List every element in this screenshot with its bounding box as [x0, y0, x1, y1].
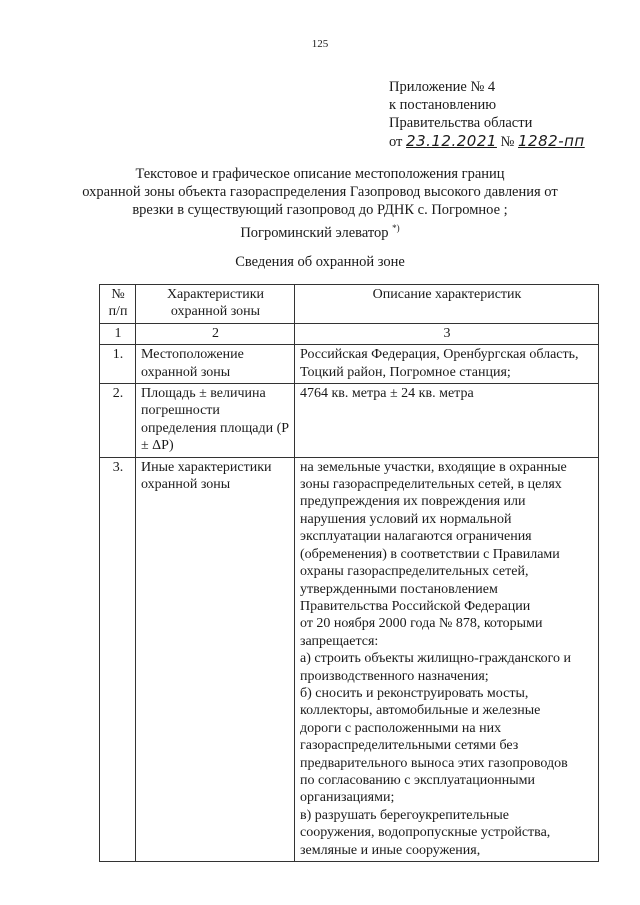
description-line: земляные и иные сооружения, [300, 842, 481, 858]
header-description: Описание характеристик [295, 285, 599, 324]
date-prefix: от [389, 134, 403, 150]
description-line: нарушения условий их нормальной [300, 511, 512, 527]
table-row [100, 457, 599, 861]
description-line: газораспределительными сетями без [300, 738, 519, 754]
section-subtitle: Сведения об охранной зоне [235, 254, 405, 270]
description-line: утвержденными постановлением [300, 581, 498, 597]
title-line-1: Текстовое и графическое описание местоположения границ [135, 166, 505, 182]
appendix-block [389, 78, 585, 151]
row-num: 3. [100, 457, 136, 861]
description-line: от 20 ноября 2000 года № 878, которыми [300, 616, 543, 632]
number-prefix: № [500, 134, 515, 150]
description-line: эксплуатации налагаются ограничения [300, 529, 532, 545]
document-title [60, 165, 580, 242]
row-characteristic: Иные характеристики охранной зоны [136, 457, 295, 861]
title-line-4-text: Погроминский элеватор [240, 224, 389, 241]
row-num: 2. [100, 384, 136, 458]
appendix-government-line: Правительства области [389, 115, 533, 131]
header-characteristic: Характеристики охранной зоны [136, 285, 295, 324]
row-description: Российская Федерация, Оренбургская область, Тоцкий район, Погромное станция; [295, 345, 599, 384]
description-line: зоны газораспределительных сетей, в целях [300, 477, 562, 493]
protection-zone-table [99, 284, 599, 862]
row-num: 1. [100, 345, 136, 384]
row-description [295, 457, 599, 861]
index-cell-1: 1 [100, 323, 136, 344]
row-characteristic: Площадь ± величина погрешности определения площади (Р ± ΔР) [136, 384, 295, 458]
table-index-row [100, 323, 599, 344]
table-header-row [100, 285, 599, 324]
description-line: на земельные участки, входящие в охранные [300, 459, 567, 475]
handwritten-date: 23.12.2021 [406, 132, 497, 150]
title-line-4 [60, 219, 580, 242]
description-line: а) строить объекты жилищно-гражданского и [300, 651, 571, 667]
description-line: коллекторы, автомобильные и железные [300, 703, 541, 719]
table-row [100, 345, 599, 384]
page-number: 125 [311, 38, 329, 50]
footnote-mark: *) [392, 223, 400, 233]
row-characteristic: Местоположение охранной зоны [136, 345, 295, 384]
description-line: предварительного выноса этих газопроводов [300, 755, 568, 771]
description-line: сооружения, водопропускные устройства, [300, 825, 551, 841]
description-line: предупреждения их повреждения или [300, 494, 526, 510]
description-line: производственного назначения; [300, 668, 489, 684]
handwritten-number: 1282-пп [518, 132, 585, 150]
row-description: 4764 кв. метра ± 24 кв. метра [295, 384, 599, 458]
description-line: организациями; [300, 790, 395, 806]
description-line: в) разрушать берегоукрепительные [300, 807, 510, 823]
header-num: № п/п [100, 285, 136, 324]
title-line-2: охранной зоны объекта газораспределения Газопровод высокого давления от [82, 184, 558, 200]
index-cell-2: 2 [136, 323, 295, 344]
description-line: по согласованию с эксплуатационными [300, 772, 535, 788]
title-line-3: врезки в существующий газопровод до РДНК с. Погромное ; [132, 202, 508, 218]
description-line: Правительства Российской Федерации [300, 598, 531, 614]
table-row [100, 384, 599, 458]
description-line: (обременения) в соответствии с Правилами [300, 546, 560, 562]
description-line: дороги с расположенными на них [300, 720, 502, 736]
description-line: охраны газораспределительных сетей, [300, 564, 529, 580]
appendix-title: Приложение № 4 [389, 79, 496, 95]
appendix-resolution-line: к постановлению [389, 97, 497, 113]
index-cell-3: 3 [295, 323, 599, 344]
description-line: запрещается: [300, 633, 379, 649]
appendix-date-line [389, 132, 585, 151]
description-line: б) сносить и реконструировать мосты, [300, 685, 529, 701]
